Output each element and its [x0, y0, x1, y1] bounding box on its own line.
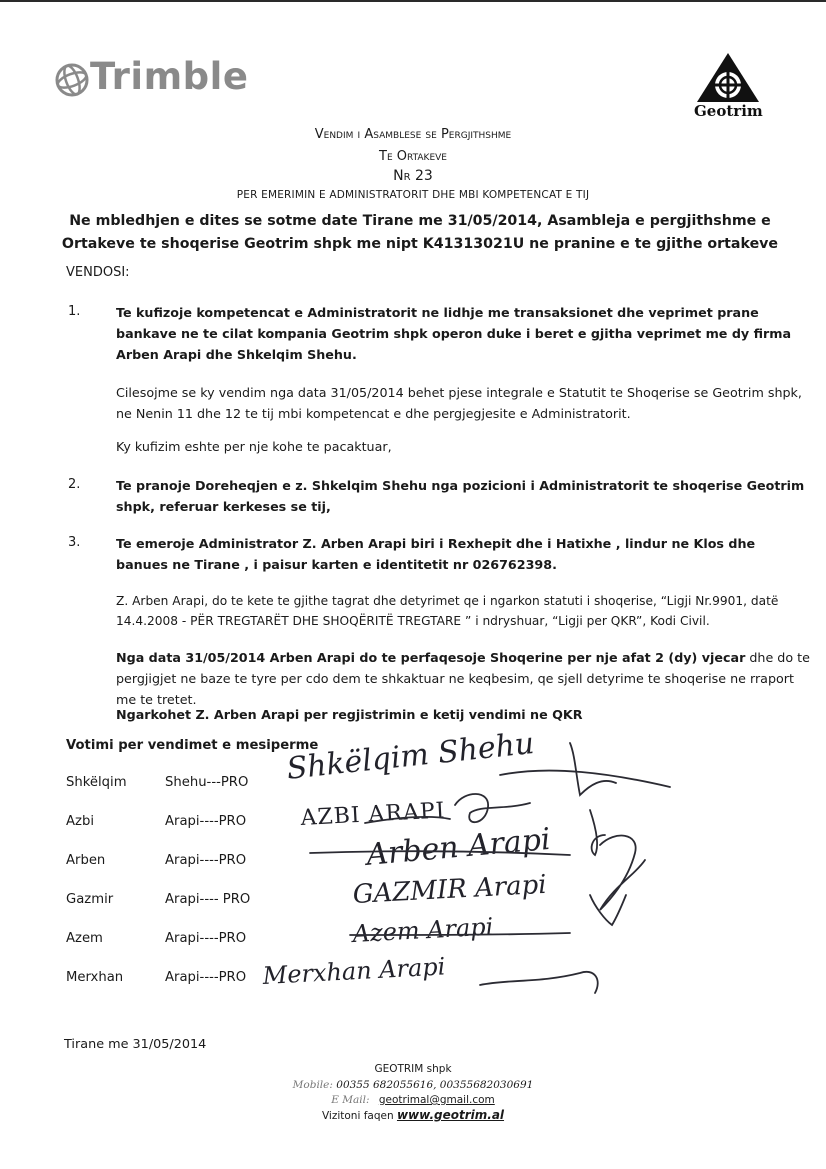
vote-last-name: Arapi----PRO: [165, 853, 247, 868]
signature: Azem Arapi: [352, 912, 494, 948]
footer-website-link[interactable]: www.geotrim.al: [396, 1108, 505, 1122]
vote-first-name: Azem: [66, 931, 103, 946]
vote-last-name: Arapi----PRO: [165, 970, 247, 985]
signature: Shkëlqim Shehu: [285, 726, 536, 787]
item-1-number: 1.: [68, 304, 81, 319]
item-1-paragraph-2: Ky kufizim eshte per nje kohe te pacaktuar,: [116, 439, 392, 454]
item-1-text: Te kufizoje kompetencat e Administratorit ne lidhje me transaksionet dhe veprimet prane bankave ne te cilat kompania Geotrim shpk operon duke i beret e gjitha veprimet me dy firma Arben Arapi dhe Shkelqim Shehu.: [116, 305, 792, 362]
top-border: [0, 0, 826, 2]
footer-company: GEOTRIM shpk: [374, 1063, 452, 1075]
heading-number: Nr 23: [393, 168, 433, 184]
geotrim-logo-text: Geotrim: [694, 102, 763, 120]
item-3-paragraph-3: Ngarkohet Z. Arben Arapi per regjistrimin e ketij vendimi ne QKR: [116, 707, 583, 722]
item-3-term-bold: Nga data 31/05/2014 Arben Arapi do te perfaqesoje Shoqerine per nje afat 2 (dy) vjecar: [116, 650, 746, 665]
signature: GAZMIR Arapi: [352, 869, 548, 910]
heading-line-2: Te Ortakeve: [379, 149, 447, 164]
footer-visit-label: Vizitoni faqen: [321, 1110, 397, 1122]
item-3-text: Te emeroje Administrator Z. Arben Arapi biri i Rexhepit dhe i Hatixhe , lindur ne Klos dhe banues ne Tirane , i paisur karten e identitetit nr 026762398.: [116, 536, 756, 572]
footer-email-line: [0, 1094, 826, 1106]
item-3-number: 3.: [68, 535, 81, 550]
item-3-term-rest: dhe do te pergjigjet ne baze te tyre per cdo dem te shkaktuar ne keqbesim, qe sjell detyrime te shoqerise ne rraport me te tretet.: [116, 650, 810, 707]
intro-paragraph: Ne mbledhjen e dites se sotme date Tirane me 31/05/2014, Asambleja e pergjithshme e Ortakeve te shoqerise Geotrim shpk me nipt K41313021U ne pranine e te gjithe ortakeve: [61, 213, 779, 252]
vote-first-name: Gazmir: [66, 892, 114, 907]
signature-strokes: [250, 735, 690, 1015]
footer-email-link[interactable]: geotrimal@gmail.com: [378, 1094, 495, 1106]
footer-mobile-label: Mobile:: [292, 1079, 333, 1091]
item-2-number: 2.: [68, 477, 81, 492]
place-date: Tirane me 31/05/2014: [64, 1037, 207, 1052]
vote-first-name: Merxhan: [66, 970, 124, 985]
trimble-globe-icon: [54, 60, 94, 100]
vote-last-name: Arapi----PRO: [165, 814, 247, 829]
item-2-text: Te pranoje Doreheqjen e z. Shkelqim Shehu nga pozicioni i Administratorit te shoqerise Geotrim shpk, referuar kerkeses se tij,: [116, 478, 805, 514]
vote-first-name: Arben: [66, 853, 106, 868]
footer-mobile-line: [0, 1079, 826, 1091]
vote-last-name: Arapi---- PRO: [165, 892, 251, 907]
vote-last-name: Shehu---PRO: [165, 775, 249, 790]
footer-email-label: E Mail:: [331, 1094, 370, 1106]
signature: AZBI ARAPI: [300, 798, 446, 831]
signature: Arben Arapi: [365, 821, 552, 873]
votes-title: Votimi per vendimet e mesiperme: [66, 738, 319, 753]
trimble-logo: Trimble: [90, 55, 249, 98]
signature: Merxhan Arapi: [262, 952, 447, 990]
item-1-paragraph-1: Cilesojme se ky vendim nga data 31/05/2014 behet pjese integrale e Statutit te Shoqerise se Geotrim shpk, ne Nenin 11 dhe 12 te tij mbi kompetencat e dhe pergjegjesite e Administratorit.: [116, 385, 802, 421]
vote-first-name: Shkëlqim: [66, 775, 127, 790]
footer-mobile: 00355 682055616, 00355682030691: [332, 1079, 534, 1091]
vote-first-name: Azbi: [66, 814, 94, 829]
item-3-paragraph-2: [116, 647, 810, 710]
geotrim-logo-icon: [695, 50, 761, 104]
item-3-paragraph-1: Z. Arben Arapi, do te kete te gjithe tagrat dhe detyrimet qe i ngarkon statuti i shoqerise, “Ligji Nr.9901, datë 14.4.2008 - PËR TREGTARËT DHE SHOQËRITË TREGTARE ” i ndryshuar, “Ligji per QKR”, Kodi Civil.: [116, 594, 779, 628]
footer-visit-line: [0, 1108, 826, 1122]
heading-line-1: Vendim i Asamblese se Pergjithshme: [314, 127, 512, 142]
vendosi-label: VENDOSI:: [66, 265, 130, 280]
heading-subject: PER EMERIMIN E ADMINISTRATORIT DHE MBI KOMPETENCAT E TIJ: [236, 189, 590, 201]
vote-last-name: Arapi----PRO: [165, 931, 247, 946]
